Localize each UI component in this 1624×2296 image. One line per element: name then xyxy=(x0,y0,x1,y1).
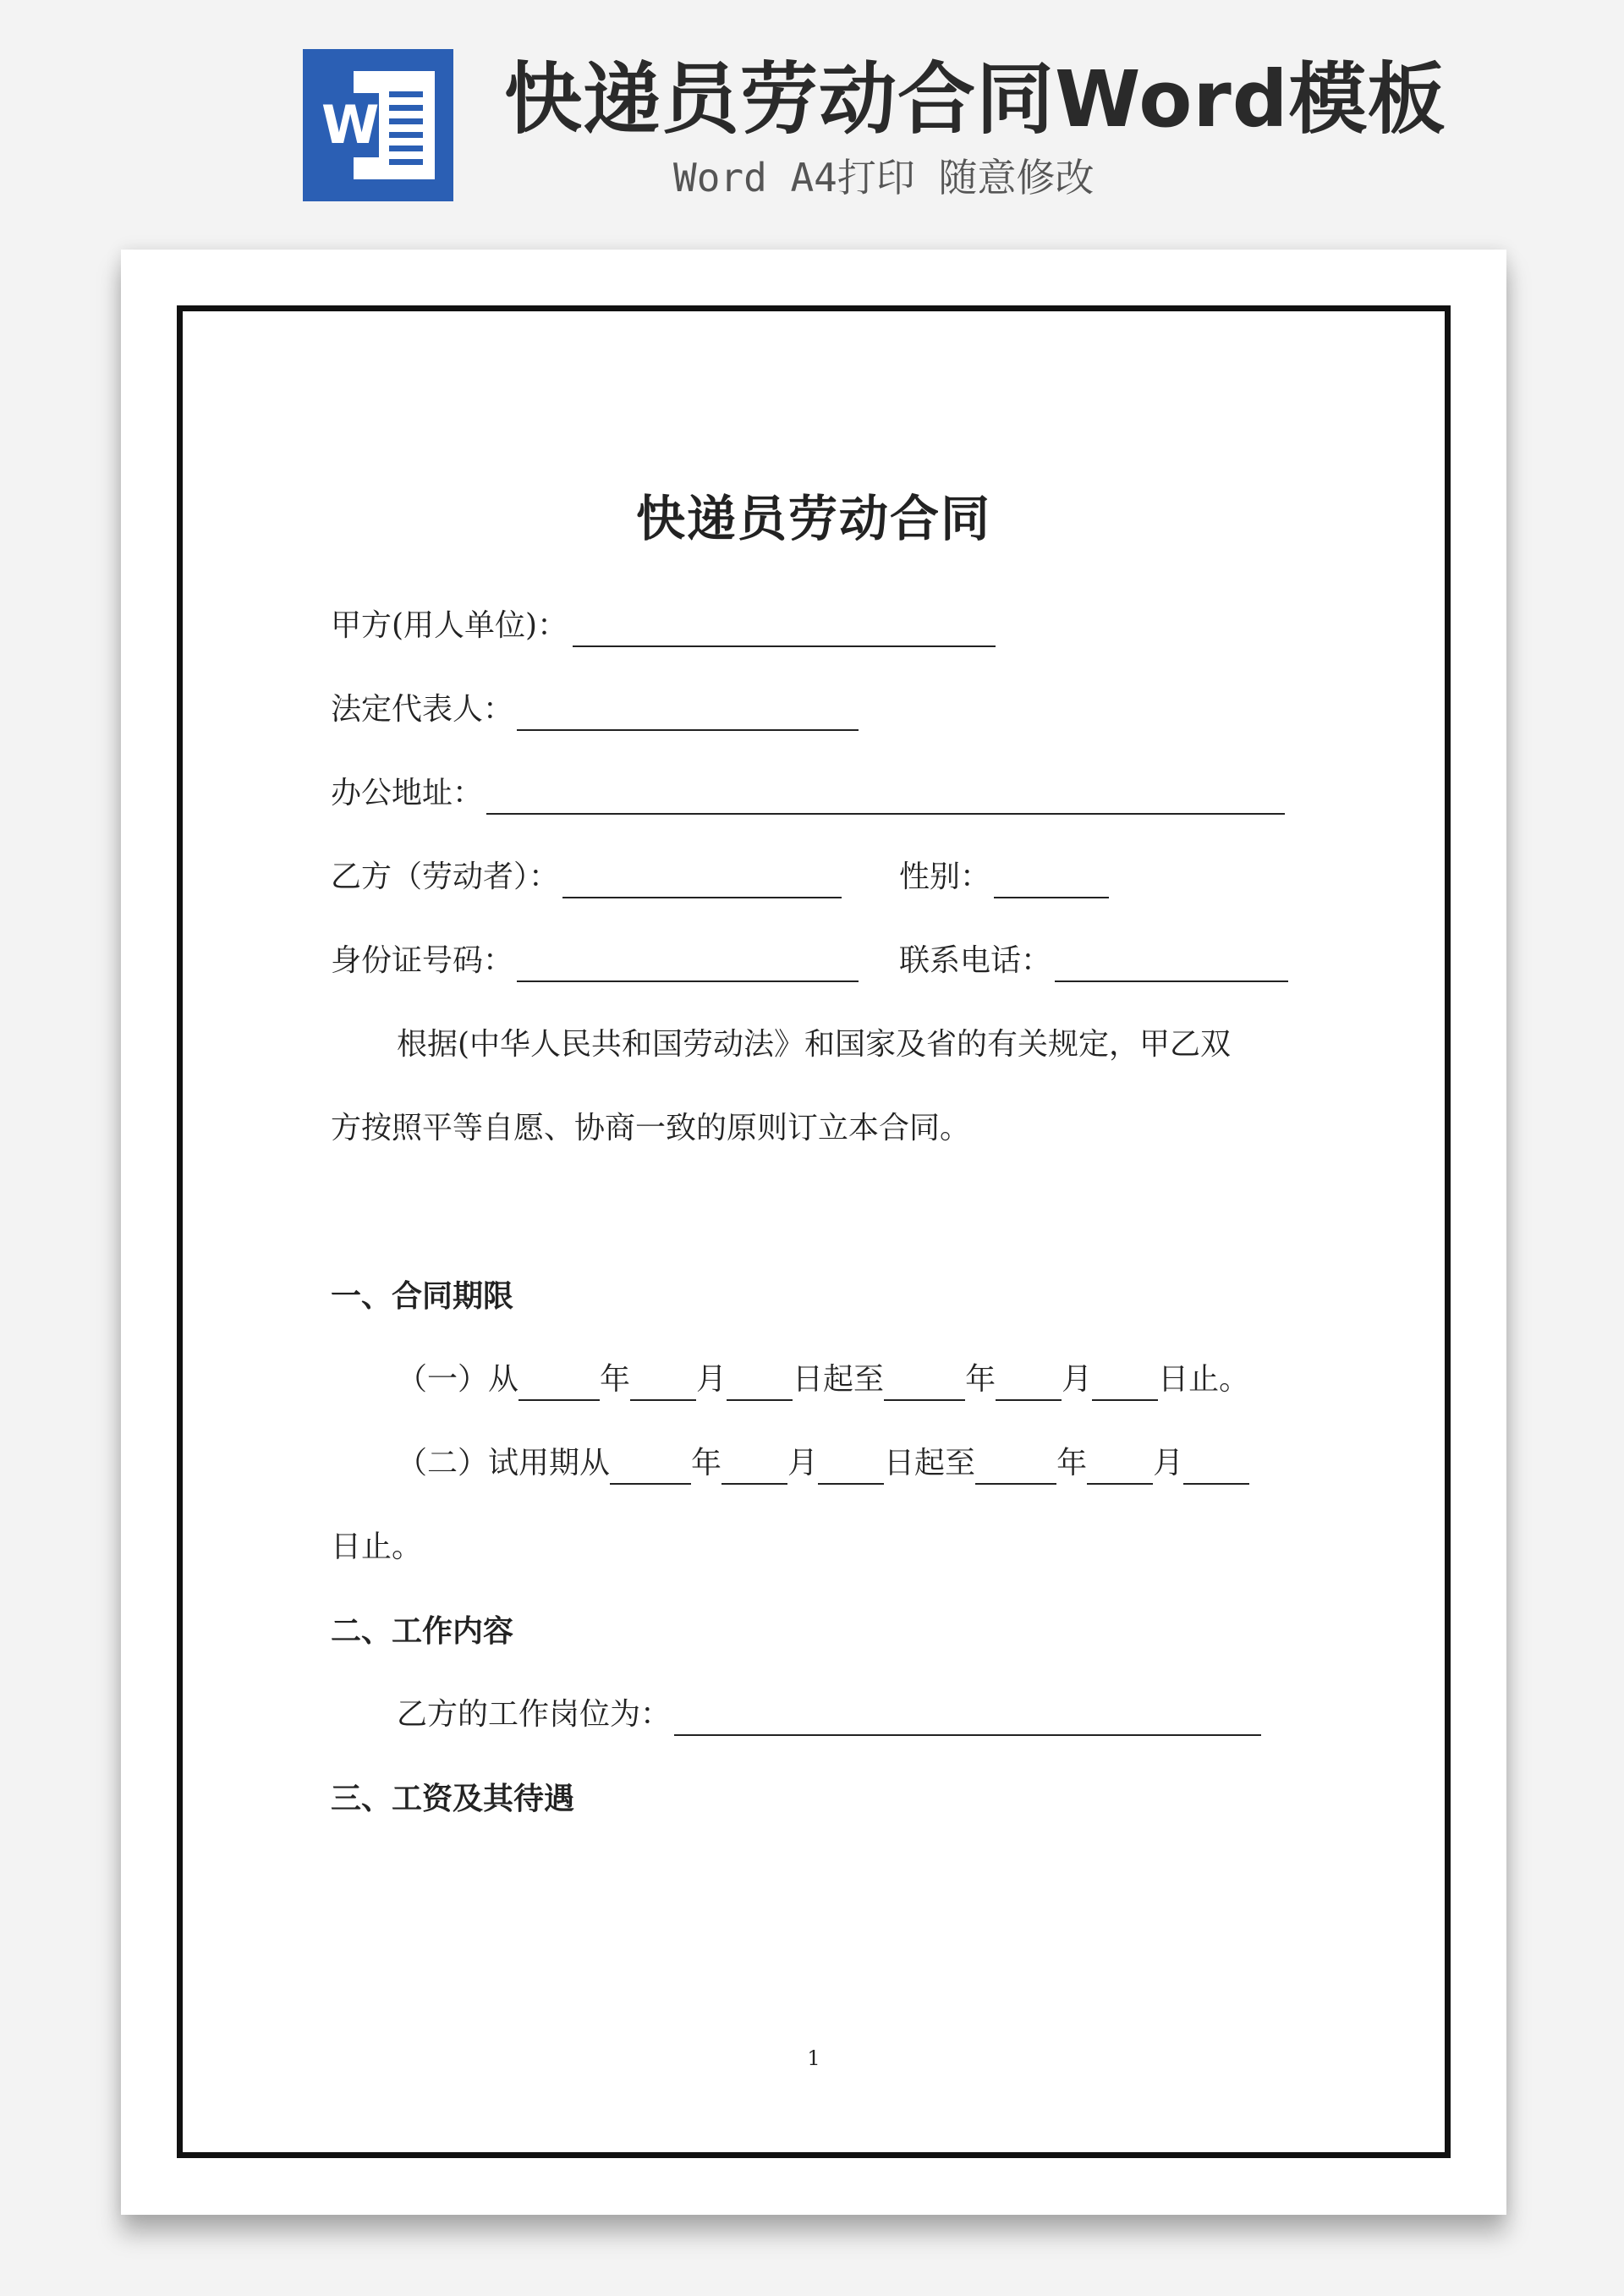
gender-field[interactable] xyxy=(994,863,1109,898)
probation-end-year-field[interactable] xyxy=(975,1449,1056,1485)
section-3-heading: 三、工资及其待遇 xyxy=(331,1781,575,1816)
document-page xyxy=(121,250,1506,2215)
end-day-field[interactable] xyxy=(1092,1365,1158,1401)
probation-start-month-field[interactable] xyxy=(721,1449,787,1485)
party-a-field[interactable] xyxy=(573,612,996,647)
gender-row xyxy=(899,856,1109,898)
party-a-label: 甲方(用人单位)： xyxy=(331,608,568,643)
party-b-row xyxy=(331,856,842,898)
probation-end-day-field[interactable] xyxy=(1183,1449,1249,1485)
section-1-heading: 一、合同期限 xyxy=(331,1278,514,1314)
page-subtitle: Word A4打印 随意修改 xyxy=(673,155,1095,200)
start-month-field[interactable] xyxy=(630,1365,696,1401)
year-label: 年 xyxy=(965,1362,996,1397)
probation-start-day-field[interactable] xyxy=(818,1449,884,1485)
position-label: 乙方的工作岗位为： xyxy=(397,1697,672,1732)
page-number: 1 xyxy=(807,2046,820,2070)
probation-start-year-field[interactable] xyxy=(610,1449,691,1485)
phone-label: 联系电话： xyxy=(899,943,1052,978)
phone-row xyxy=(899,940,1288,982)
term-line-1 xyxy=(397,1359,1249,1401)
id-number-field[interactable] xyxy=(517,947,859,982)
gender-label: 性别： xyxy=(899,860,991,894)
probation-end-month-field[interactable] xyxy=(1087,1449,1153,1485)
year-label: 年 xyxy=(600,1362,631,1397)
position-field[interactable] xyxy=(674,1700,1261,1736)
year-label: 年 xyxy=(1056,1446,1088,1480)
legal-rep-field[interactable] xyxy=(517,695,859,731)
end-month-field[interactable] xyxy=(996,1365,1062,1401)
probation-line xyxy=(397,1442,1249,1485)
start-year-field[interactable] xyxy=(518,1365,600,1401)
legal-rep-row xyxy=(331,689,859,731)
month-label: 月 xyxy=(1153,1446,1184,1480)
start-label: 日起至 xyxy=(884,1446,976,1480)
address-row xyxy=(331,772,1285,815)
address-label: 办公地址： xyxy=(331,776,484,810)
address-field[interactable] xyxy=(486,779,1285,815)
start-day-field[interactable] xyxy=(727,1365,793,1401)
section-2-heading: 二、工作内容 xyxy=(331,1613,514,1649)
end-label: 日止。 xyxy=(1158,1362,1250,1397)
intro-line-1: 根据(中华人民共和国劳动法》和国家及省的有关规定，甲乙双 xyxy=(397,1027,1232,1062)
page-title: 快递员劳动合同Word模板 xyxy=(504,54,1446,145)
word-logo-letter: W xyxy=(321,94,380,156)
id-number-row xyxy=(331,940,859,982)
page-border-frame xyxy=(177,305,1451,2158)
start-label: 日起至 xyxy=(793,1362,885,1397)
phone-field[interactable] xyxy=(1055,947,1288,982)
position-row xyxy=(397,1694,1261,1736)
month-label: 月 xyxy=(696,1362,727,1397)
intro-line-2: 方按照平等自愿、协商一致的原则订立本合同。 xyxy=(331,1111,971,1145)
party-b-field[interactable] xyxy=(562,863,842,898)
contract-title: 快递员劳动合同 xyxy=(635,490,991,547)
month-label: 月 xyxy=(1062,1362,1093,1397)
end-year-field[interactable] xyxy=(884,1365,965,1401)
month-label: 月 xyxy=(787,1446,819,1480)
probation-end-text: 日止。 xyxy=(331,1530,423,1564)
legal-rep-label: 法定代表人： xyxy=(331,692,514,727)
id-number-label: 身份证号码： xyxy=(331,943,514,978)
word-logo-icon xyxy=(303,49,453,201)
term-prefix: （一）从 xyxy=(397,1362,519,1397)
probation-prefix: （二）试用期从 xyxy=(397,1446,611,1480)
party-b-label: 乙方（劳动者）： xyxy=(331,860,560,894)
party-a-row xyxy=(331,605,996,647)
year-label: 年 xyxy=(691,1446,722,1480)
